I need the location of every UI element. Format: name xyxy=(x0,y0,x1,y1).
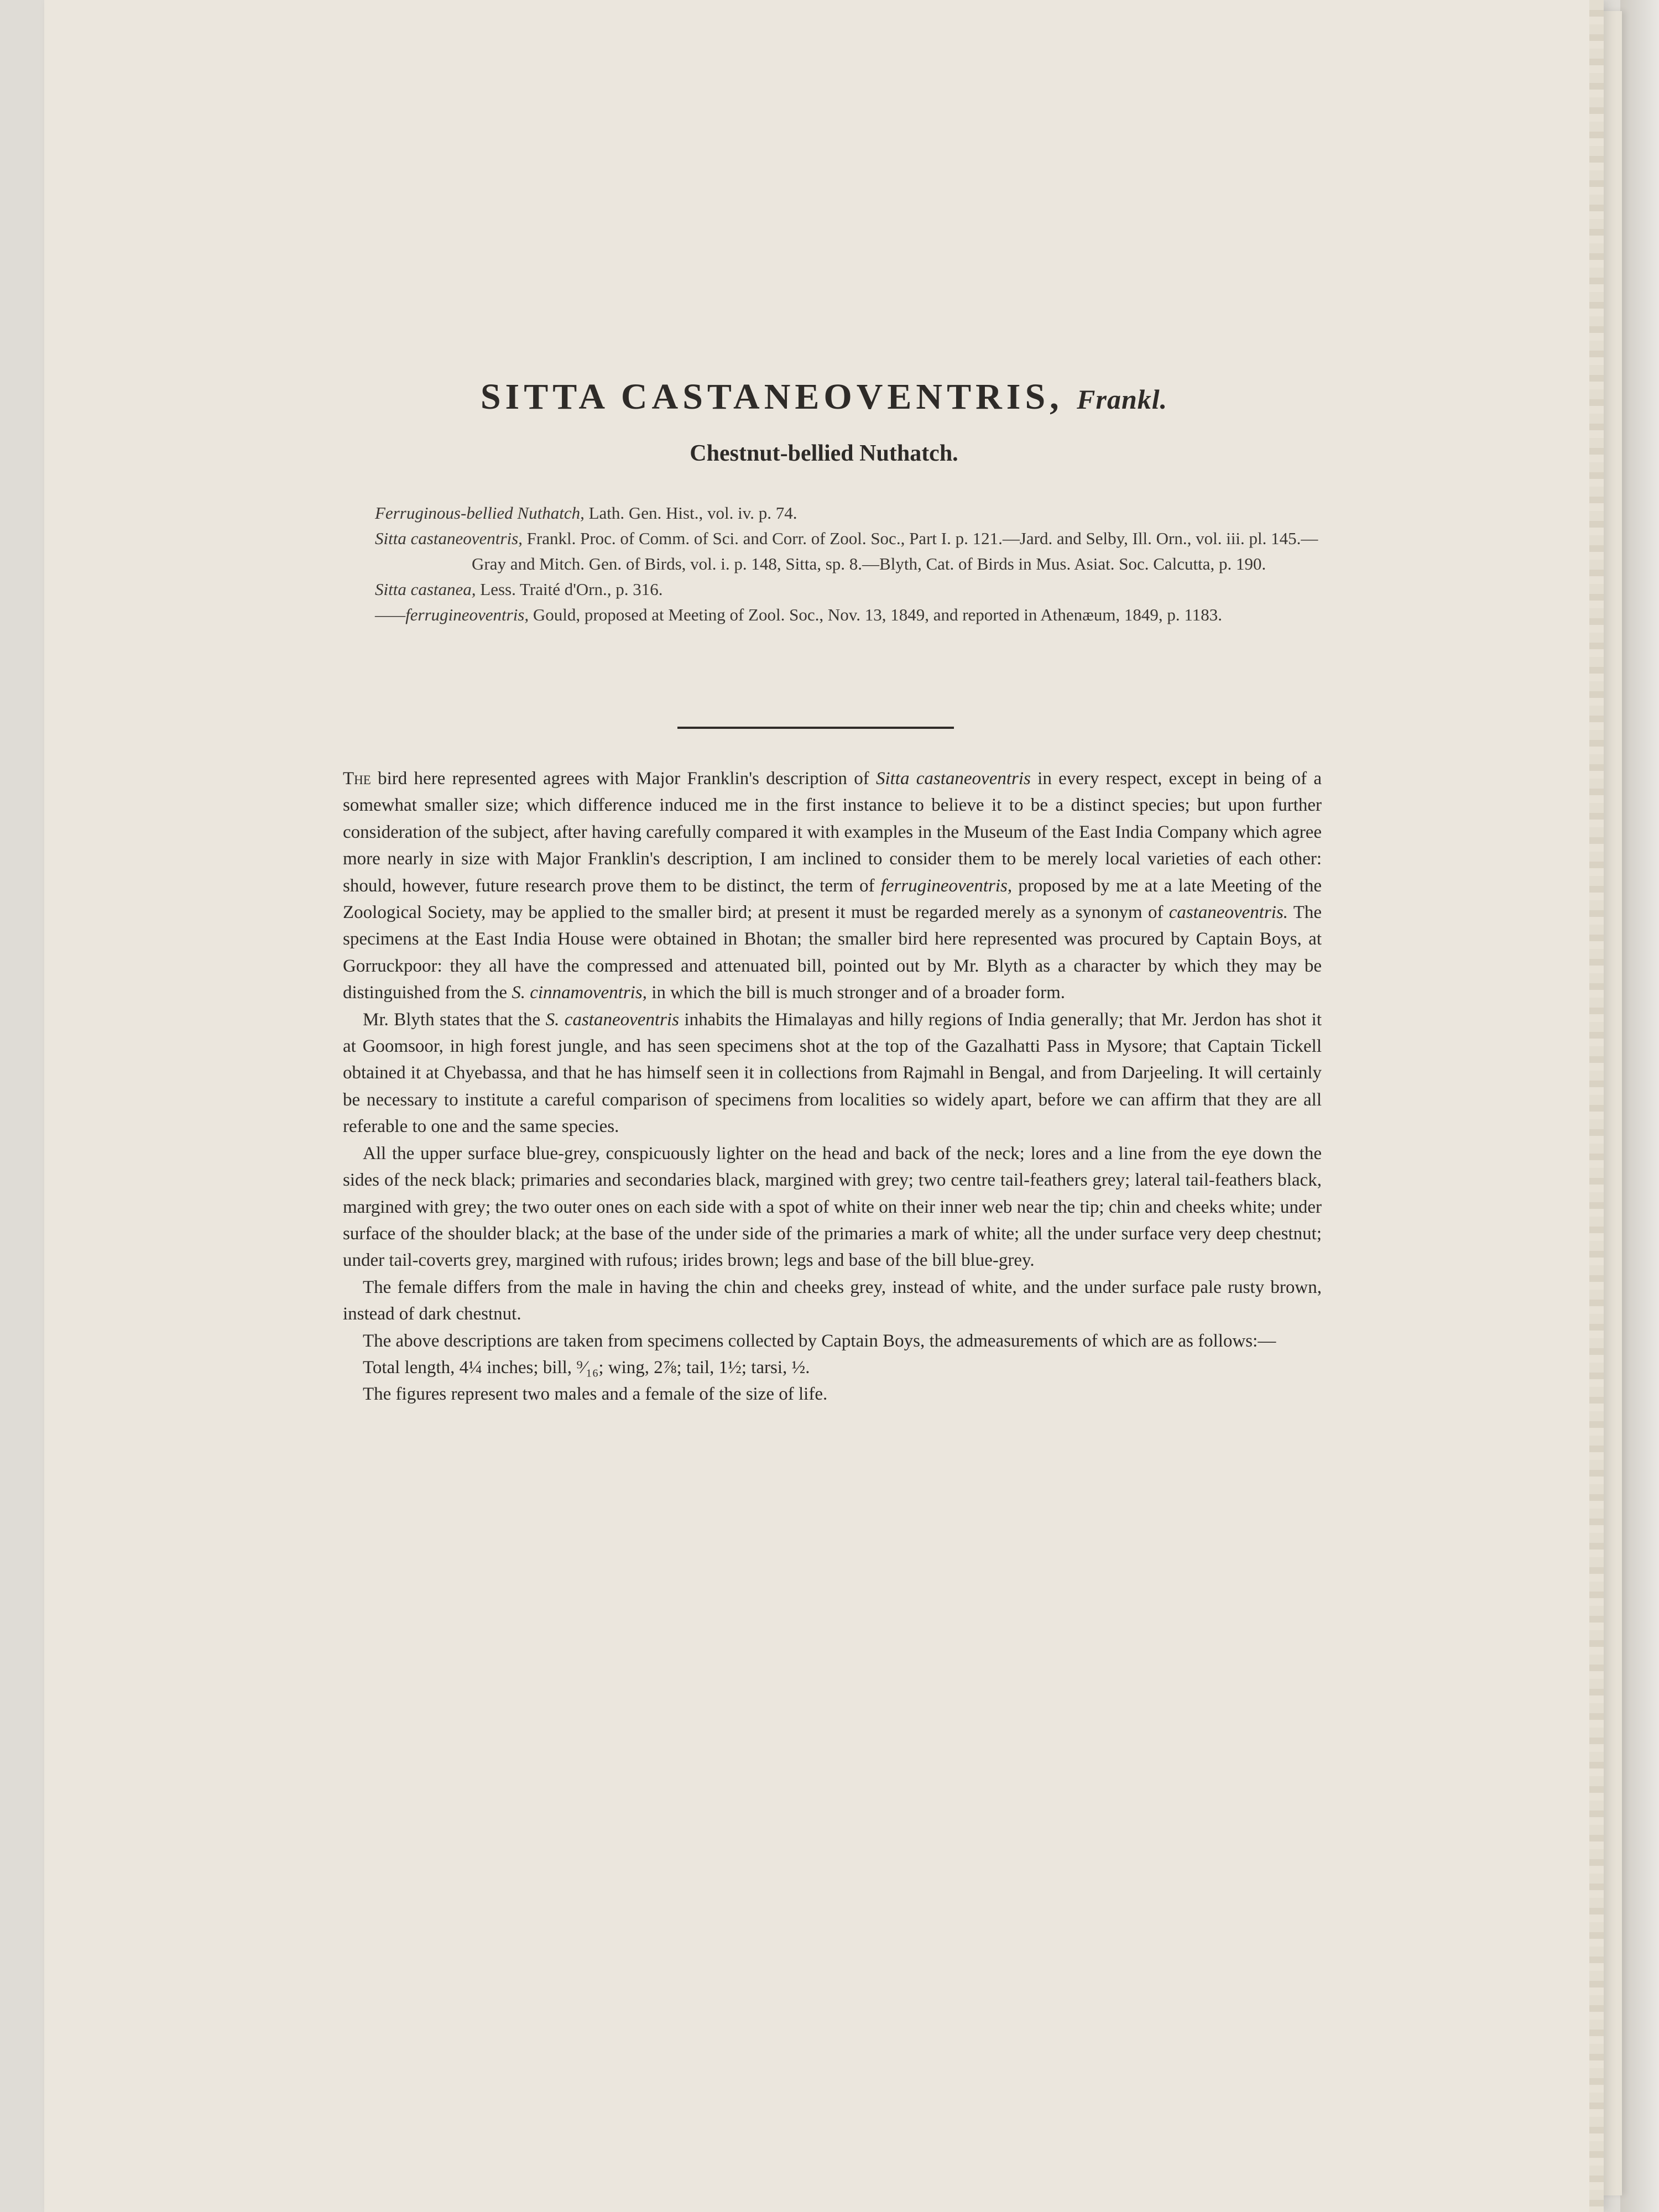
paragraph-figures: The figures represent two males and a female of the size of life. xyxy=(363,1384,828,1405)
common-name: Chestnut-bellied Nuthatch. xyxy=(690,441,958,466)
synonym-entry: Sitta castaneoventris, Frankl. Proc. of Comm. of Sci. and Corr. of Zool. Soc., Part I. p. 121.—Jard. and Selby, Ill. Orn., vol. iii. pl. 145.—Gray and Mitch. Gen. of Birds, vol. i. p. 148, Sitta, sp. 8.—Blyth, Cat. of Birds in Mus. Asiat. Soc. Calcutta, p. 190. xyxy=(375,529,1318,573)
paragraph-distribution: Mr. Blyth states that the S. castaneoventris inhabits the Himalayas and hilly regions of India generally; that Mr. Jerdon has shot it at Goomsoor, in high forest jungle, and has seen specimens shot at the top of the Gazalhatti Pass in Mysore; that Captain Tickell obtained it at Chyebassa, and that he has himself seen it in collections from Rajmahl in Bengal, and from Darjeeling. It will certainly be necessary to institute a careful comparison of specimens from localities so widely apart, before we can affirm that they are all referable to one and the same species. xyxy=(343,1009,1322,1137)
species-title xyxy=(44,376,1604,418)
synonym-entry: Sitta castanea, Less. Traité d'Orn., p. 316. xyxy=(375,580,663,599)
description-body xyxy=(343,765,1322,1408)
background-surface xyxy=(1620,0,1659,2212)
section-divider xyxy=(677,727,954,729)
paragraph-male-description: All the upper surface blue-grey, conspicuously lighter on the head and back of the neck; lores and a line from the eye down the sides of the neck black; primaries and secondaries black, margined with grey; two centre tail-feathers grey; lateral tail-feathers black, margined with grey; the two outer ones on each side with a spot of white on their inner web near the tip; chin and cheeks white; under surface of the shoulder black; at the base of the under side of the primaries a mark of white; all the under surface very deep chestnut; under tail-coverts grey, margined with rufous; irides brown; legs and base of the bill blue-grey. xyxy=(343,1143,1322,1271)
synonym-entry: Ferruginous-bellied Nuthatch, Lath. Gen. Hist., vol. iv. p. 74. xyxy=(375,503,797,523)
paragraph-measurements: Total length, 4¼ inches; bill, ⁹⁄₁₆; wing, 2⅞; tail, 1½; tarsi, ½. xyxy=(363,1357,810,1378)
paragraph-specimens: The above descriptions are taken from specimens collected by Captain Boys, the admeasurements of which are as follows:— xyxy=(363,1331,1276,1351)
paragraph-intro: The bird here represented agrees with Major Franklin's description of Sitta castaneoventris in every respect, except in being of a somewhat smaller size; which difference induced me in the first instance to believe it to be a distinct species; but upon further consideration of the subject, after having carefully compared it with examples in the Museum of the East India Company which agree more nearly in size with Major Franklin's description, I am inclined to consider them to be merely local varieties of each other: should, however, future research prove them to be distinct, the term of ferrugineoventris, proposed by me at a late Meeting of the Zoological Society, may be applied to the smaller bird; at present it must be regarded merely as a synonym of castaneoventris. The specimens at the East India House were obtained in Bhotan; the smaller bird here represented was procured by Captain Boys, at Gorruckpoor: they all have the compressed and attenuated bill, pointed out by Mr. Blyth as a character by which they may be distinguished from the S. cinnamoventris, in which the bill is much stronger and of a broader form. xyxy=(343,769,1322,1003)
printed-page xyxy=(44,0,1604,2212)
species-authority: Frankl. xyxy=(1077,384,1168,415)
synonym-entry: ——ferrugineoventris, Gould, proposed at Meeting of Zool. Soc., Nov. 13, 1849, and reported in Athenæum, 1849, p. 1183. xyxy=(375,605,1223,624)
synonymy-list xyxy=(375,500,1321,628)
species-name: SITTA CASTANEOVENTRIS, xyxy=(480,377,1063,417)
page-deckle-edge xyxy=(1589,0,1604,2212)
paragraph-female-description: The female differs from the male in having the chin and cheeks grey, instead of white, and the under surface pale rusty brown, instead of dark chestnut. xyxy=(343,1277,1322,1324)
